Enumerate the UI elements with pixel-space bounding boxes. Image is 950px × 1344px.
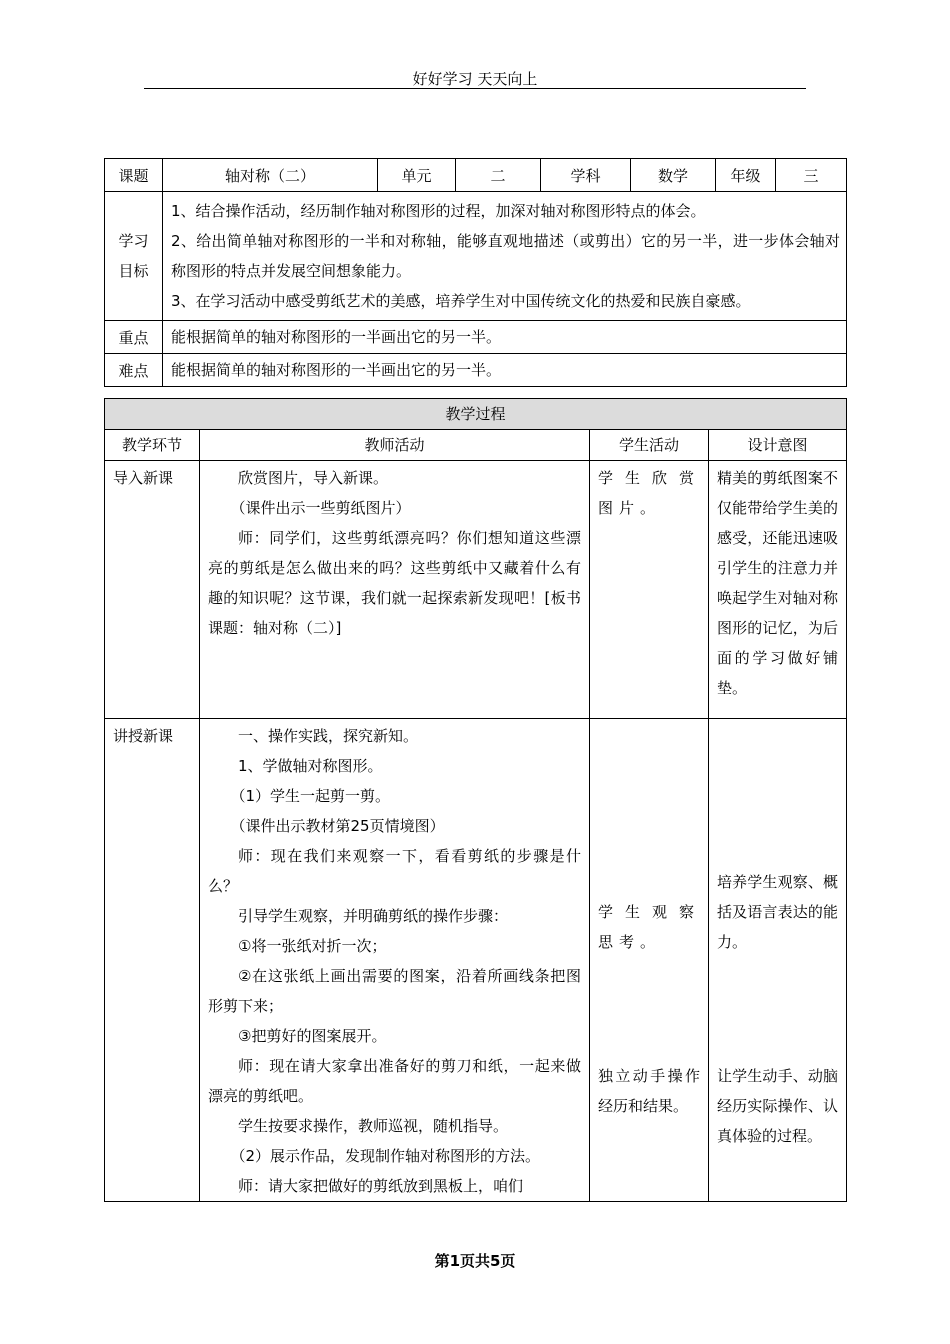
table-row [105,461,847,719]
teacher-paragraph: 欣赏图片，导入新课。 [238,469,389,487]
teacher-paragraph: ①将一张纸对折一次； [238,937,387,955]
student-paragraph: 学生观察思考。 [598,903,700,951]
intent-paragraph: 培养学生观察、概括及语言表达的能力。 [717,873,839,951]
subject-value: 数学 [631,159,716,192]
teacher-paragraph: （2）展示作品，发现制作轴对称图形的方法。 [230,1147,541,1165]
teacher-paragraph: 1、学做轴对称图形。 [238,757,383,775]
lesson-info-table [104,158,847,387]
goal-item: 3、在学习活动中感受剪纸艺术的美感，培养学生对中国传统文化的热爱和民族自豪感。 [171,292,751,310]
student-paragraph: 独立动手操作经历和结果。 [598,1067,700,1115]
intent-paragraph: 让学生动手、动脑经历实际操作、认真体验的过程。 [717,1067,839,1145]
unit-value: 二 [456,159,541,192]
goals-label: 学习目标 [105,192,163,321]
difficult-point-label: 难点 [105,354,163,387]
key-point-value: 能根据简单的轴对称图形的一半画出它的另一半。 [163,321,847,354]
topic-label: 课题 [105,159,163,192]
teacher-paragraph: （1）学生一起剪一剪。 [230,787,391,805]
page-header: 好好学习 天天向上 [412,70,538,88]
teacher-paragraph: ②在这张纸上画出需要的图案，沿着所画线条把图形剪下来； [208,967,581,1015]
design-intent-cell [709,461,847,719]
teacher-paragraph: 师：现在请大家拿出准备好的剪刀和纸，一起来做漂亮的剪纸吧。 [208,1057,581,1105]
topic-value: 轴对称（二） [163,159,378,192]
page-footer: 第1页共5页 [434,1252,516,1270]
table-row [105,719,847,1202]
teaching-process-table [104,398,847,1202]
student-activity-cell [590,719,709,1202]
teacher-paragraph: ③把剪好的图案展开。 [238,1027,387,1045]
intent-paragraph: 精美的剪纸图案不仅能带给学生美的感受，还能迅速吸引学生的注意力并唤起学生对轴对称图形的记忆，为后面的学习做好铺垫。 [717,469,839,697]
teacher-paragraph: （课件出示一些剪纸图片） [230,499,411,517]
teacher-activity-cell [200,719,590,1202]
header-rule [144,88,806,89]
grade-value: 三 [776,159,847,192]
teacher-paragraph: 学生按要求操作，教师巡视，随机指导。 [238,1117,509,1135]
teacher-paragraph: （课件出示教材第25页情境图） [230,817,445,835]
grade-label: 年级 [716,159,776,192]
teacher-activity-cell [200,461,590,719]
goal-item: 1、结合操作活动，经历制作轴对称图形的过程，加深对轴对称图形特点的体会。 [171,202,706,220]
subject-label: 学科 [541,159,631,192]
teacher-paragraph: 师：请大家把做好的剪纸放到黑板上，咱们 [238,1177,524,1195]
teacher-paragraph: 引导学生观察，并明确剪纸的操作步骤： [238,907,509,925]
column-header: 学生活动 [590,430,709,461]
stage-cell: 导入新课 [105,461,200,719]
goals-cell [163,192,847,321]
teacher-paragraph: 一、操作实践，探究新知。 [238,727,419,745]
goal-item: 2、给出简单轴对称图形的一半和对称轴，能够直观地描述（或剪出）它的另一半，进一步体会轴对称图形的特点并发展空间想象能力。 [171,232,840,280]
unit-label: 单元 [378,159,456,192]
teacher-paragraph: 师：同学们，这些剪纸漂亮吗？你们想知道这些漂亮的剪纸是怎么做出来的吗？这些剪纸中又藏着什么有趣的知识呢？这节课，我们就一起探索新发现吧！[板书课题：轴对称（二）] [208,529,581,637]
design-intent-cell [709,719,847,1202]
teacher-paragraph: 师：现在我们来观察一下，看看剪纸的步骤是什么？ [208,847,581,895]
stage-cell: 讲授新课 [105,719,200,1202]
difficult-point-value: 能根据简单的轴对称图形的一半画出它的另一半。 [163,354,847,387]
student-paragraph: 学生欣赏图片。 [598,469,700,517]
key-point-label: 重点 [105,321,163,354]
process-title: 教学过程 [105,399,847,430]
column-header: 设计意图 [709,430,847,461]
student-activity-cell [590,461,709,719]
column-header: 教师活动 [200,430,590,461]
column-header: 教学环节 [105,430,200,461]
